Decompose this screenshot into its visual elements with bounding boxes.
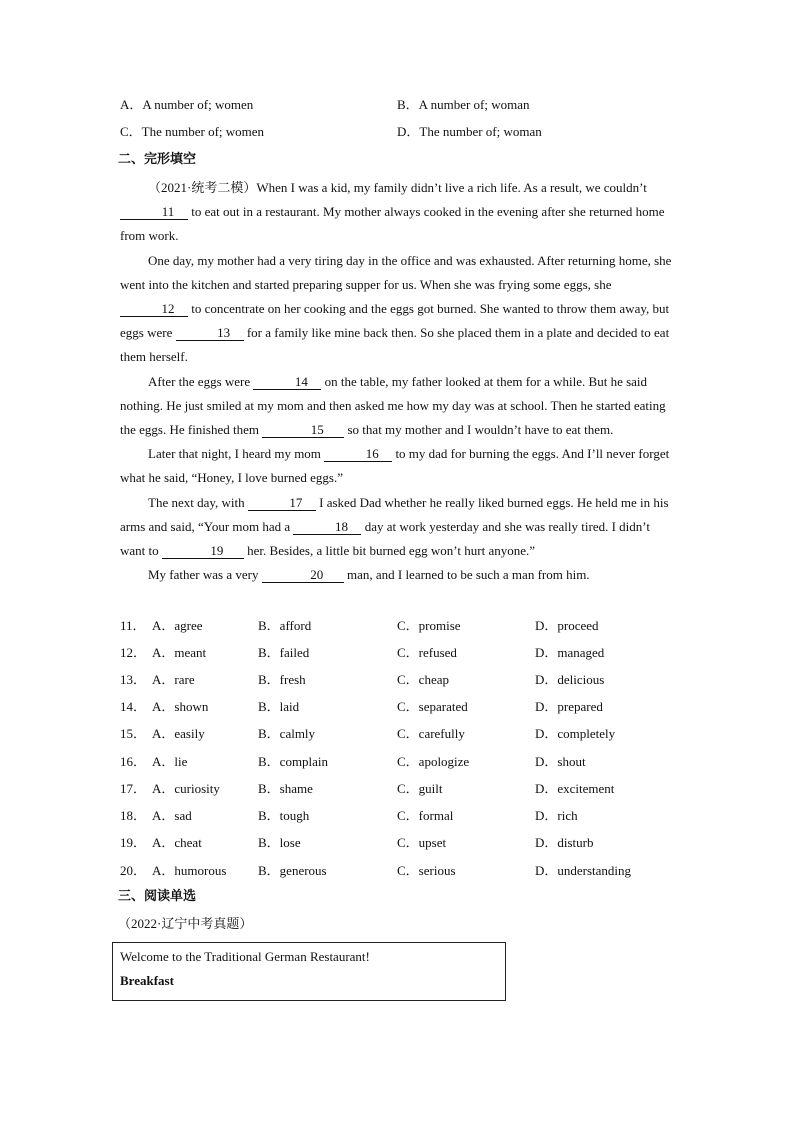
option-b: B．laid <box>258 699 300 714</box>
question-row <box>120 671 680 689</box>
question-row <box>120 617 680 635</box>
option-c: C．separated <box>397 699 468 714</box>
question-row <box>120 780 680 798</box>
option-d: D．prepared <box>535 699 603 714</box>
blank-19: 19 <box>162 544 244 559</box>
question-row <box>120 807 680 825</box>
text: man, and I learned to be such a man from him. <box>343 567 590 583</box>
prev-option-c: C．The number of; women <box>120 124 265 139</box>
menu-box <box>112 942 506 1001</box>
option-a: A．curiosity <box>152 781 220 796</box>
option-b: B．fresh <box>258 672 306 687</box>
text: on the table, my father looked at them for a while. But he said nothing. He just smiled at my mom and then asked me how my day was at school. Then he started eating the eggs. He finished them <box>120 373 666 438</box>
option-c: C．apologize <box>397 754 470 769</box>
text: One day, my mother had a very tiring day in the office and was exhausted. After returning home, she went into the kitchen and started preparing supper for us. When she was frying some eggs, she <box>120 252 672 292</box>
paragraph-3 <box>120 370 676 443</box>
blank-16: 16 <box>324 447 392 462</box>
option-b: B．calmly <box>258 726 316 741</box>
question-number: 19． <box>120 835 147 850</box>
question-number: 12． <box>120 645 147 660</box>
section-3-source: （2022·辽宁中考真题） <box>118 916 253 931</box>
option-a: A．meant <box>152 645 207 660</box>
option-d: D．rich <box>535 808 578 823</box>
option-c: C．refused <box>397 645 457 660</box>
option-a: A．easily <box>152 726 205 741</box>
menu-breakfast-heading: Breakfast <box>120 973 174 988</box>
option-d: D．understanding <box>535 863 632 878</box>
option-c: C．guilt <box>397 781 443 796</box>
blank-15: 15 <box>262 423 344 438</box>
text: so that my mother and I wouldn’t have to eat them. <box>344 422 614 438</box>
blank-13: 13 <box>176 326 244 341</box>
option-b: B．lose <box>258 835 301 850</box>
text: to eat out in a restaurant. My mother always cooked in the evening after she returned home from work. <box>120 204 665 244</box>
section-2-title: 二、完形填空 <box>118 152 197 167</box>
question-row <box>120 834 680 852</box>
paragraph-2 <box>120 249 676 370</box>
option-b: B．generous <box>258 863 327 878</box>
question-number: 11． <box>120 618 146 633</box>
option-d: D．delicious <box>535 672 605 687</box>
source-label: （2021·统考二模） <box>148 180 257 195</box>
text: The next day, with <box>148 494 248 510</box>
cloze-passage <box>120 176 676 587</box>
text: her. Besides, a little bit burned egg won’t hurt anyone.” <box>243 543 536 559</box>
option-b: B．afford <box>258 618 312 633</box>
option-d: D．disturb <box>535 835 594 850</box>
text: My father was a very <box>148 567 262 583</box>
option-a: A．agree <box>152 618 203 633</box>
question-number: 13． <box>120 672 147 687</box>
prev-option-b: B．A number of; woman <box>397 97 530 112</box>
option-d: D．proceed <box>535 618 599 633</box>
text: for a family like mine back then. So she placed them in a plate and decided to eat them herself. <box>120 325 670 365</box>
text: Later that night, I heard my mom <box>148 446 325 462</box>
question-row <box>120 644 680 662</box>
option-c: C．cheap <box>397 672 449 687</box>
blank-12: 12 <box>120 302 188 317</box>
blank-20: 20 <box>262 568 344 583</box>
question-number: 18． <box>120 808 147 823</box>
option-d: D．managed <box>535 645 605 660</box>
blank-18: 18 <box>293 520 361 535</box>
section-3-title: 三、阅读单选 <box>118 889 197 904</box>
option-b: B．tough <box>258 808 310 823</box>
option-c: C．carefully <box>397 726 465 741</box>
question-number: 15． <box>120 726 147 741</box>
question-row <box>120 698 680 716</box>
option-a: A．lie <box>152 754 188 769</box>
blank-11: 11 <box>120 205 188 220</box>
prev-option-a: A．A number of; women <box>120 97 254 112</box>
text: When I was a kid, my family didn’t live a rich life. As a result, we couldn’t <box>256 180 647 195</box>
question-number: 17． <box>120 781 147 796</box>
blank-17: 17 <box>248 496 316 511</box>
option-a: A．shown <box>152 699 209 714</box>
text: After the eggs were <box>148 373 254 389</box>
question-row <box>120 862 680 880</box>
option-c: C．promise <box>397 618 461 633</box>
question-row <box>120 753 680 771</box>
text: to concentrate on her cooking and the eggs got burned. She wanted to throw them away, but eggs were <box>120 301 670 341</box>
option-a: A．rare <box>152 672 195 687</box>
paragraph-4 <box>120 442 676 490</box>
option-b: B．shame <box>258 781 313 796</box>
option-b: B．failed <box>258 645 310 660</box>
option-c: C．upset <box>397 835 447 850</box>
text: day at work yesterday and she was really tired. I didn’t want to <box>120 518 650 559</box>
paragraph-6 <box>120 563 676 587</box>
question-number: 20． <box>120 863 147 878</box>
option-a: A．cheat <box>152 835 202 850</box>
text: I asked Dad whether he really liked burned eggs. He held me in his arms and said, “Your mom had a <box>120 494 669 534</box>
blank-14: 14 <box>253 375 321 390</box>
question-number: 14． <box>120 699 147 714</box>
paragraph-1 <box>120 176 676 249</box>
option-c: C．formal <box>397 808 454 823</box>
option-d: D．excitement <box>535 781 615 796</box>
option-a: A．humorous <box>152 863 227 878</box>
option-d: D．shout <box>535 754 586 769</box>
paragraph-5 <box>120 491 676 564</box>
menu-welcome-text: Welcome to the Traditional German Restaurant! <box>120 949 370 964</box>
option-b: B．complain <box>258 754 329 769</box>
text: to my dad for burning the eggs. And I’ll never forget what he said, “Honey, I love burned eggs.” <box>120 446 670 486</box>
question-row <box>120 725 680 743</box>
option-d: D．completely <box>535 726 616 741</box>
option-c: C．serious <box>397 863 456 878</box>
option-a: A．sad <box>152 808 192 823</box>
prev-option-d: D．The number of; woman <box>397 124 542 139</box>
question-number: 16． <box>120 754 147 769</box>
